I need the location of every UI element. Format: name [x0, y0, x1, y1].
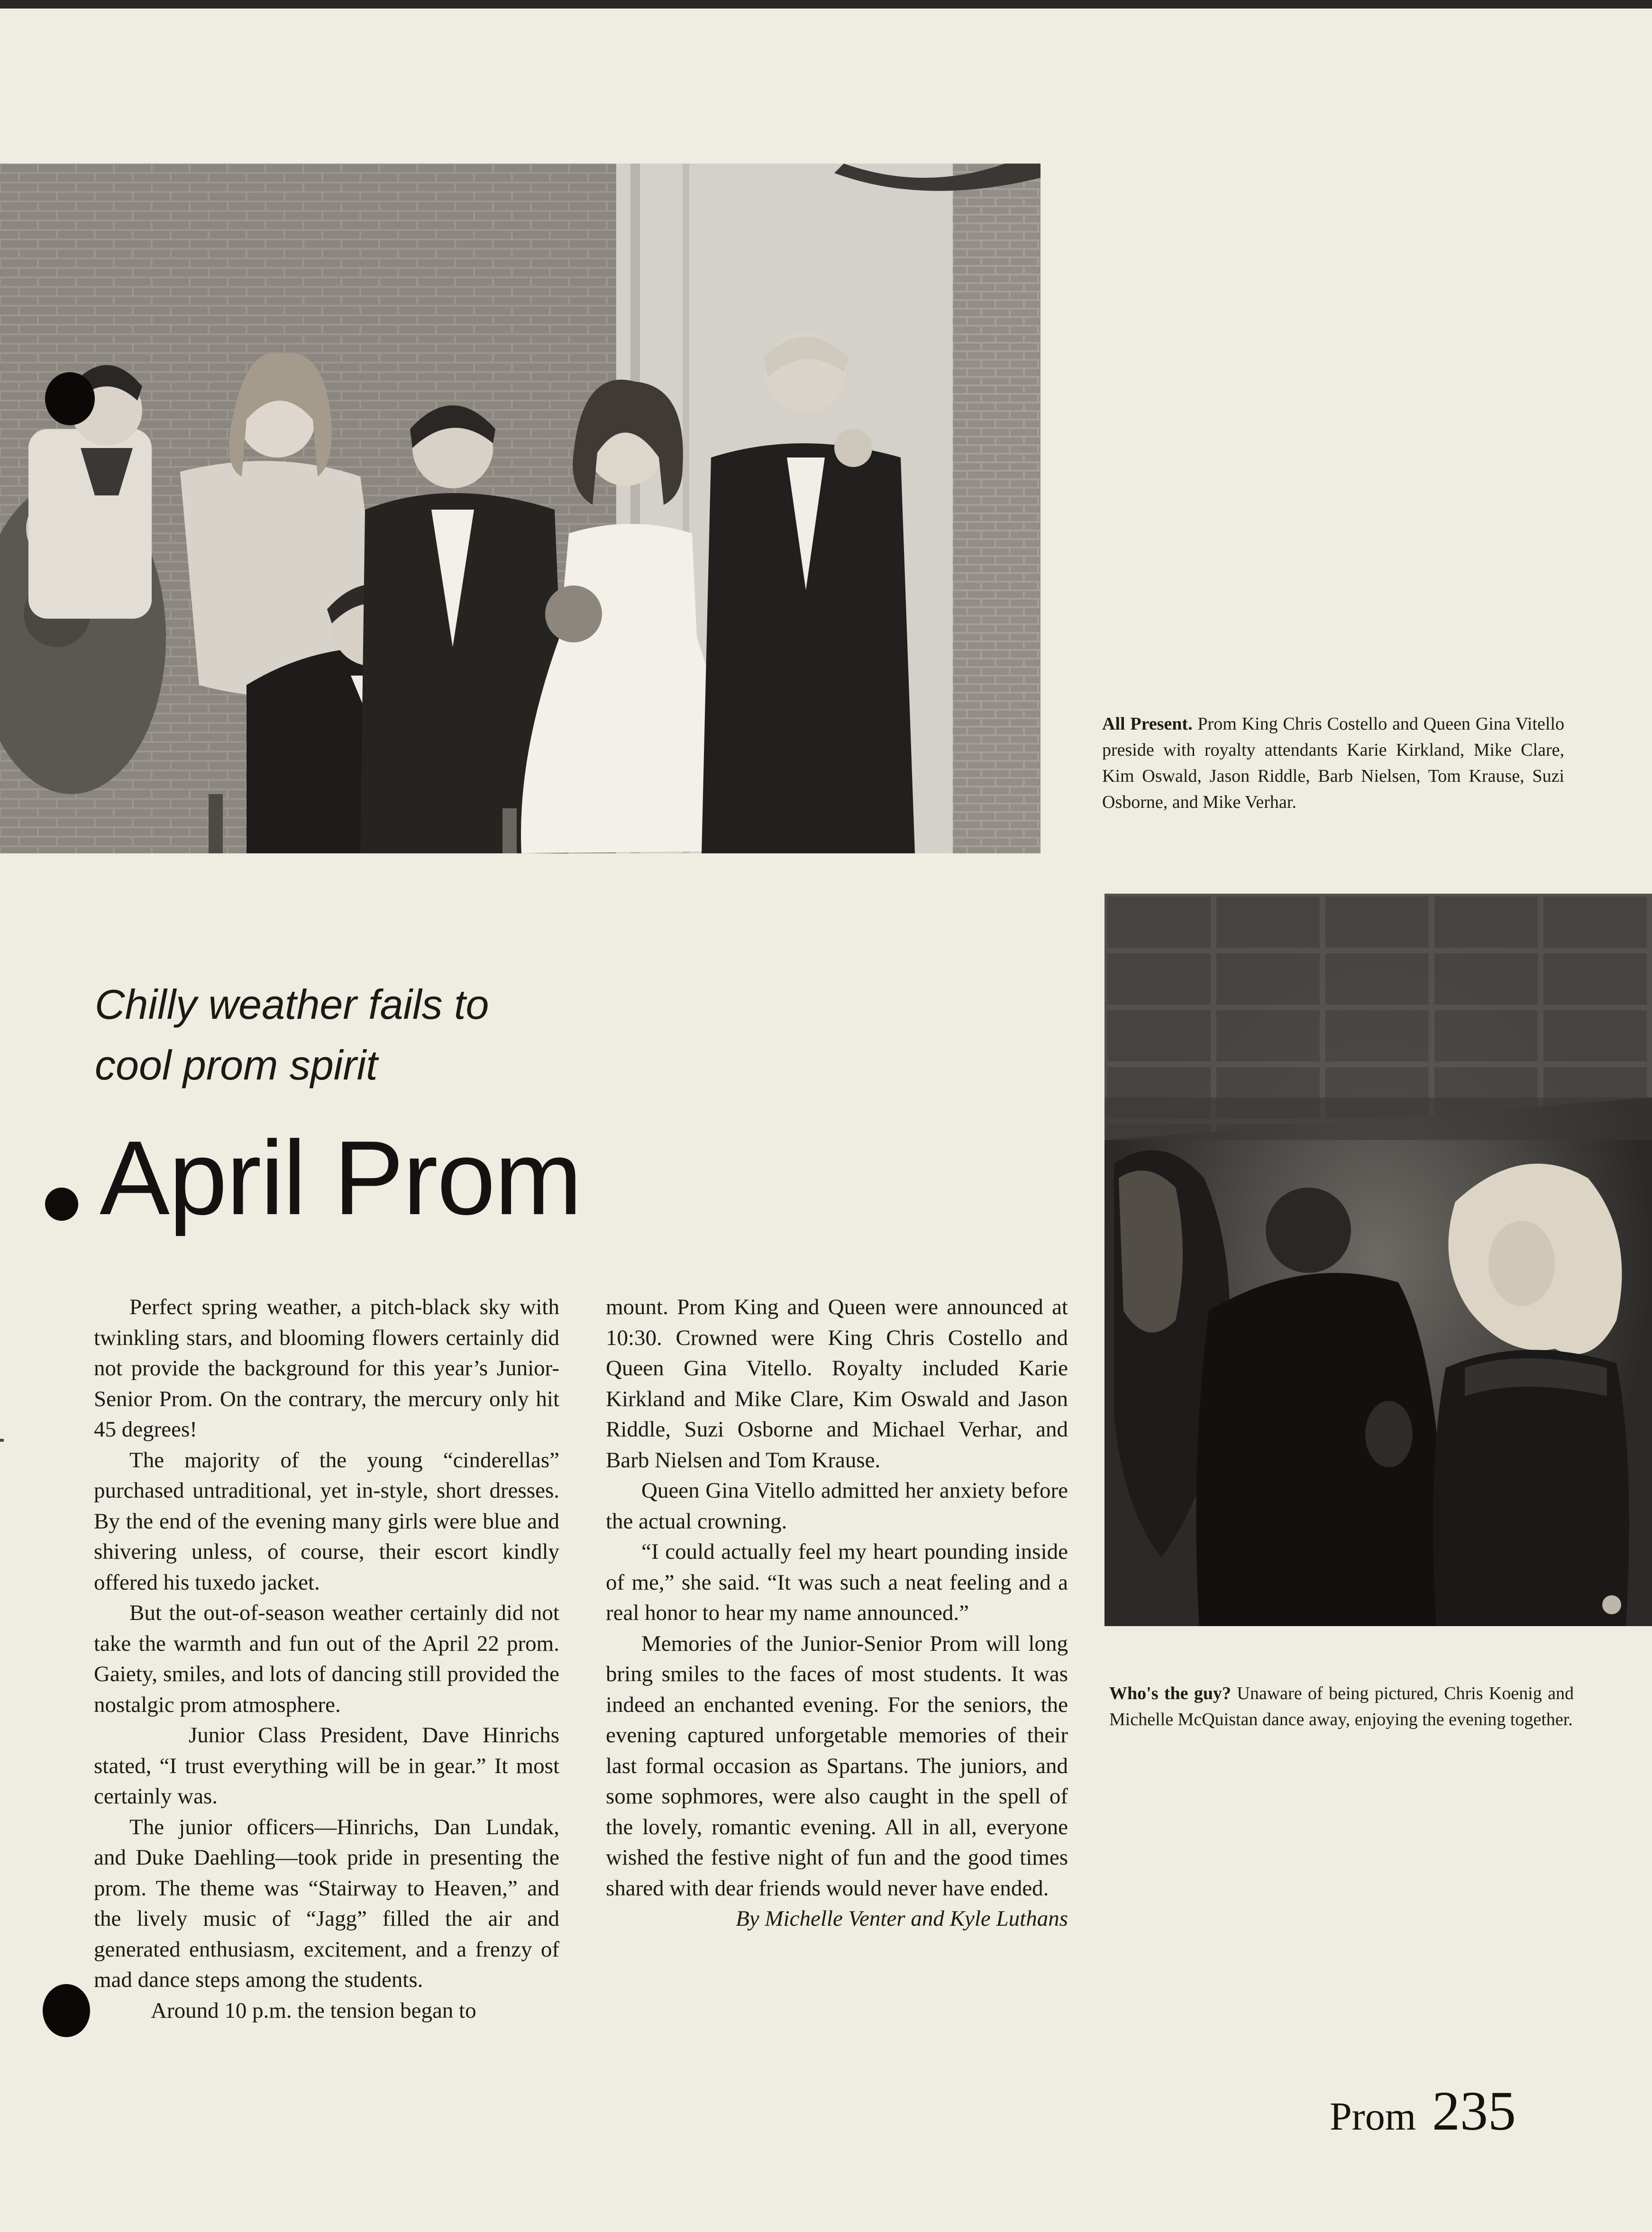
article-headline: April Prom — [100, 1119, 582, 1237]
page-folio — [1330, 2079, 1516, 2143]
article-byline: By Michelle Venter and Kyle Luthans — [736, 1906, 1068, 1931]
paragraph: “I could actually feel my heart pounding inside of me,” she said. “It was such a neat feeling and a real honor to hear my name announced.” — [606, 1539, 1068, 1625]
paragraph: But the out-of-season weather certainly did not take the warmth and fun out of the April 22 prom. Gaiety, smiles, and lots of dancing still provided the nostalgic prom atmosphere. — [94, 1601, 559, 1717]
article-subhead — [95, 974, 616, 1096]
binder-hole — [43, 1984, 90, 2037]
article-column-2 — [606, 1292, 1068, 1934]
article-column-1 — [94, 1292, 559, 2026]
prom-royalty-photo — [0, 164, 1040, 853]
dance-photo — [1104, 894, 1652, 1626]
paragraph: mount. Prom King and Queen were announced at 10:30. Crowned were King Chris Costello and Queen Gina Vitello. Royalty included Karie Kirkland and Mike Clare, Kim Oswald and Jason Riddle, Suzi Osborne and Michael Verhar, and Barb Nielsen and Tom Krause. — [606, 1295, 1068, 1473]
dance-photo-caption — [1109, 1681, 1574, 1733]
subhead-line-2: cool prom spirit — [95, 1042, 378, 1089]
page-number: 235 — [1432, 2080, 1516, 2142]
page-top-edge — [0, 0, 1652, 9]
headline-bullet — [45, 1188, 78, 1221]
paragraph: Junior Class President, Dave Hinrichs stated, “I trust everything will be in gear.” It most certainly was. — [94, 1723, 559, 1809]
subhead-line-1: Chilly weather fails to — [95, 981, 489, 1028]
caption-text: Prom King Chris Costello and Queen Gina Vitello preside with royalty attendants Karie Kirkland, Mike Clare, Kim Oswald, Jason Riddle, Barb Nielsen, Tom Krause, Suzi Osborne, and Mike Verhar. — [1102, 714, 1565, 812]
paragraph: The majority of the young “cinderellas” purchased untraditional, yet in-style, short dresses. By the end of the evening many girls were blue and shivering unless, of course, their escort kindly offered his tuxedo jacket. — [94, 1447, 559, 1595]
paragraph: Around 10 p.m. the tension began to — [151, 1998, 476, 2023]
royalty-photo-caption — [1102, 711, 1564, 815]
paragraph: The junior officers—Hinrichs, Dan Lundak, and Duke Daehling—took pride in presenting the prom. The theme was “Stairway to Heaven,” and the lively music of “Jagg” filled the air and generated enthusiasm, excitement, and a frenzy of mad dance steps among the students. — [94, 1814, 559, 1992]
folio-section: Prom — [1330, 2095, 1416, 2139]
caption-title: Who's the guy? — [1109, 1683, 1232, 1703]
paragraph: Queen Gina Vitello admitted her anxiety before the actual crowning. — [606, 1478, 1068, 1534]
caption-title: All Present. — [1102, 714, 1193, 734]
edge-mark — [0, 1439, 4, 1442]
paragraph: Memories of the Junior-Senior Prom will long bring smiles to the faces of most students. It was indeed an enchanted evening. For the seniors, the evening captured unforgetable memories of their last formal occasion as Spartans. The juniors, and some sophmores, were also caught in the spell of the lovely, romantic evening. All in all, everyone wished the festive night of fun and the good times shared with dear friends would never have ended. — [606, 1631, 1068, 1901]
couple-dancing-photo-icon — [1104, 894, 1652, 1626]
prom-royalty-group-photo-icon — [0, 164, 1040, 853]
paragraph: Perfect spring weather, a pitch-black sky with twinkling stars, and blooming flowers certainly did not provide the background for this year’s Junior-Senior Prom. On the contrary, the mercury only hit 45 degrees! — [94, 1295, 559, 1442]
binder-hole — [45, 372, 95, 425]
caption-text: Unaware of being pictured, Chris Koenig and Michelle McQuistan dance away, enjoying the evening together. — [1109, 1683, 1574, 1729]
